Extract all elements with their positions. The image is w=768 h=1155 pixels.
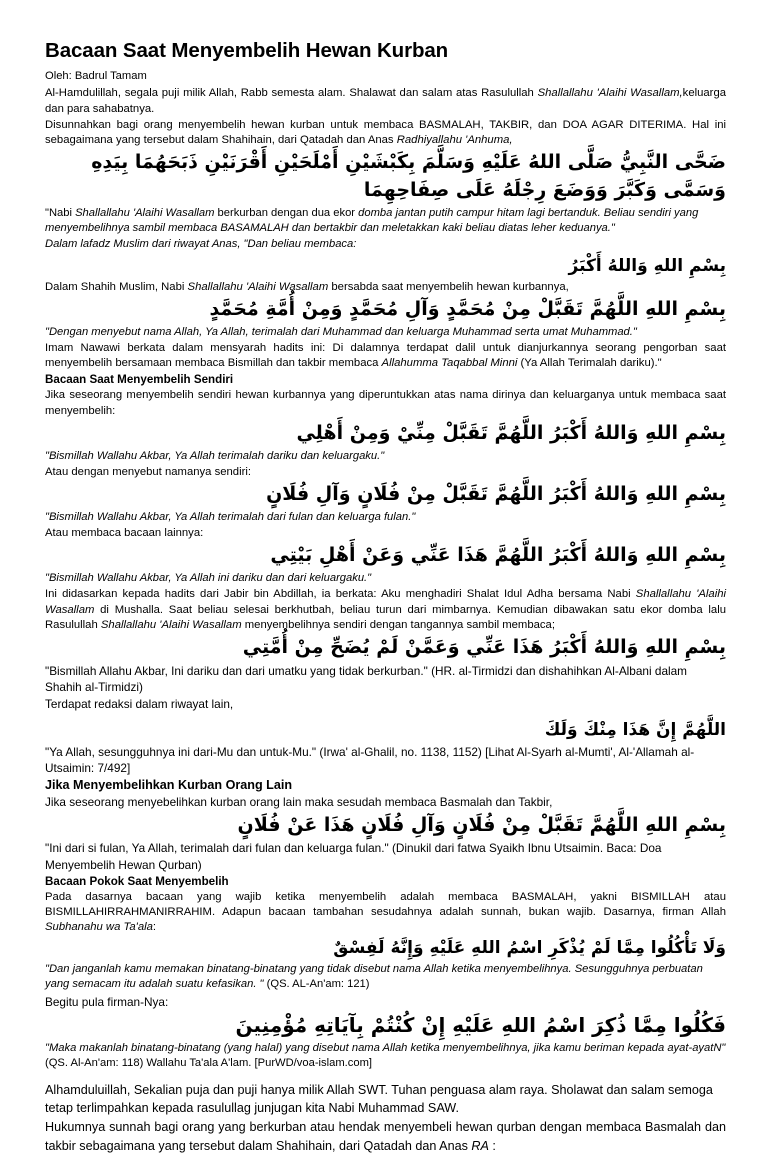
pokok-text-c: : [152, 920, 157, 933]
jabir-italic-1: Shallallahu 'Alaihi Wasallam [45, 588, 726, 616]
translation-orang-lain-dua: "Ini dari si fulan, Ya Allah, terimalah dari fulan dan keluarga fulan." (Dinukil dari fatwa Syaikh Ibnu Utsaimin. Baca: Doa Menyembelih Hewan Qurban) [45, 841, 662, 872]
intro-p1-text-b: keluarga dan para sahabatnya. [45, 87, 727, 115]
jabir-italic-2: Shallallahu 'Alaihi Wasallam [100, 618, 242, 631]
paragraph-bacaan-pokok [45, 890, 726, 936]
alanam-118-italic: "Maka makanlah binatang-binatang (yang halal) yang disebut nama Allah ketika menyembelihnya, jika kamu beriman kepada ayat-ayatN" [45, 1041, 726, 1054]
shahih-muslim-suffix: bersabda saat menyembelih hewan kurbannya, [328, 280, 569, 293]
section-heading-menyembelih-sendiri: Bacaan Saat Menyembelih Sendiri [45, 373, 234, 387]
intro-p1-italic: Shallallahu 'Alaihi Wasallam, [537, 87, 683, 100]
translation-hadith-mid: berkurban dengan dua ekor [214, 207, 359, 220]
spacer [45, 713, 726, 717]
translation-muslim-dua: "Dengan menyebut nama Allah, Ya Allah, terimalah dari Muhammad dan keluarga Muhammad serta umat Muhammad." [45, 325, 637, 338]
paragraph-named-intro: Atau dengan menyebut namanya sendiri: [45, 465, 251, 478]
nawawi-text-a: Imam Nawawi berkata dalam mensyarah hadits ini: Di dalamnya terdapat dalil untuk dianjurkannya seorang pengorban saat menyembelih bersamaan membaca Bismillah dan takbir membaca [45, 341, 726, 370]
translation-named-dua: "Bismillah Wallahu Akbar, Ya Allah terimalah dari fulan dan keluarga fulan." [45, 510, 416, 523]
jabir-text-e: menyembelihnya sendiri dengan tangannya sambil membaca; [241, 618, 555, 631]
closing-p2-italic: RA [471, 1138, 489, 1153]
arabic-orang-lain-dua: بِسْمِ اللهِ اللَّهُمَّ تَقَبَّلْ مِنْ فُلَانٍ وَآلِ فُلَانٍ هَذَا عَنْ فُلَانٍ [237, 813, 726, 836]
alanam-121-reference: (QS. AL-An'am: 121) [263, 978, 370, 991]
closing-p2-text-a: Hukumnya sunnah bagi orang yang berkurban atau hendak menyembeli hewan qurban dengan membaca Basmalah dan takbir sebagaimana yang tersebut dalam Shahihain, dari Qatadah dan Anas [45, 1120, 726, 1153]
nawawi-text-c: (Ya Allah Terimalah dariku)." [517, 357, 662, 370]
paragraph-riwayat-lain-intro: Terdapat redaksi dalam riwayat lain, [45, 696, 234, 711]
arabic-muslim-dua: بِسْمِ اللهِ اللَّهُمَّ تَقَبَّلْ مِنْ مُحَمَّدٍ وَآلِ مُحَمَّدٍ وَمِنْ أُمَّةِ مُحَمَّدٍ [209, 297, 726, 320]
paragraph-jabir-hadith [45, 587, 726, 633]
translation-other-dua: "Bismillah Wallahu Akbar, Ya Allah ini dariku dan dari keluargaku." [45, 572, 372, 585]
arabic-self-dua: بِسْمِ اللهِ وَاللهُ أَكْبَرُ اللَّهُمَّ تَقَبَّلْ مِنِّيْ وَمِنْ أَهْلِي [296, 421, 726, 444]
intro-paragraph-1 [45, 86, 726, 116]
translation-hadith-title-1: Shallallahu 'Alaihi Wasallam [75, 207, 215, 220]
lafadz-muslim-line: Dalam lafadz Muslim dari riwayat Anas, "Dan beliau membaca: [45, 238, 357, 251]
paragraph-begitu-pula: Begitu pula firman-Nya: [45, 994, 169, 1009]
alanam-118-reference: (QS. Al-An'am: 118) Wallahu Ta'ala A'lam. [PurWD/voa-islam.com] [45, 1057, 373, 1070]
intro-p1-text-a: Al-Hamdulillah, segala puji milik Allah, Rabb semesta alam. Shalawat dan salam atas Rasulullah [45, 87, 538, 100]
paragraph-other-intro: Atau membaca bacaan lainnya: [45, 527, 204, 540]
shahih-muslim-italic: Shallallahu 'Alaihi Wasallam [187, 280, 329, 293]
arabic-riwayat-lain: اللَّهُمَّ إِنَّ هَذَا مِنْكَ وَلَكَ [544, 719, 726, 740]
translation-alanam-118 [45, 1041, 726, 1071]
translation-alanam-121 [45, 962, 726, 992]
translation-hadith-prefix: "Nabi [45, 207, 76, 220]
shahih-muslim-line [45, 280, 726, 295]
translation-jabir-dua: "Bismillah Allahu Akbar, Ini dariku dan dari umatku yang tidak berkurban." (HR. al-Tirmidzi dan dishahihkan Al-Albani dalam Shahih al-Tirmidzi) [45, 663, 688, 694]
pokok-italic: Subhanahu wa Ta'ala [45, 920, 153, 933]
intro-p2-italic: Radhiyallahu 'Anhuma, [396, 133, 513, 146]
intro-p2-text: Disunnahkan bagi orang menyembelih hewan kurban untuk membaca BASMALAH, TAKBIR, dan DOA AGAR DITERIMA. Hal ini sebagaimana yang tersebut dalam Shahihain, dari Qatadah dan Anas [45, 118, 726, 146]
section-heading-bacaan-pokok: Bacaan Pokok Saat Menyembelih [45, 874, 229, 888]
nawawi-italic: Allahumma Taqabbal Minni [381, 357, 518, 370]
intro-paragraph-2 [45, 118, 726, 148]
nawawi-paragraph [45, 341, 726, 371]
jabir-text-a: Ini didasarkan kepada hadits dari Jabir bin Abdillah, ia berkata: Aku menghadiri Shalat Idul Adha bersama Nabi [45, 588, 636, 601]
translation-hadith-rest: domba jantan putih campur hitam lagi bertanduk. Beliau sendiri yang menyembelihnya sambil membaca BASAMALAH dan bertakbir dan meletakkan kaki beliau diatas leher keduanya." [45, 207, 699, 235]
arabic-quran-alanam-118: فَكُلُوا مِمَّا ذُكِرَ اسْمُ اللهِ عَلَيْهِ إِنْ كُنْتُمْ بِآيَاتِهِ مُؤْمِنِينَ [235, 1012, 726, 1037]
translation-hadith-two-rams [45, 206, 726, 236]
paragraph-orang-lain-intro: Jika seseorang menyebelihkan kurban orang lain maka sesudah membaca Basmalah dan Takbir, [45, 795, 553, 810]
arabic-named-dua: بِسْمِ اللهِ وَاللهُ أَكْبَرُ اللَّهُمَّ تَقَبَّلْ مِنْ فُلَانٍ وَآلِ فُلَانٍ [266, 482, 726, 505]
arabic-hadith-two-rams: ضَحَّى النَّبِيُّ صَلَّى اللهُ عَلَيْهِ وَسَلَّمَ بِكَبْشَيْنِ أَمْلَحَيْنِ أَقْرَنَيْنِ ذَبَحَهُمَا بِيَدِهِ وَسَمَّى وَكَبَّرَ وَوَضَعَ رِجْلَهُ عَلَى صِفَاحِهِمَا [91, 151, 726, 201]
translation-self-dua: "Bismillah Wallahu Akbar, Ya Allah terimalah dariku dan keluargaku." [45, 449, 385, 462]
shahih-muslim-prefix: Dalam Shahih Muslim, Nabi [45, 280, 188, 293]
byline: Oleh: Badrul Tamam [45, 69, 147, 82]
closing-paragraph-1: Alhamduluillah, Sekalian puja dan puji hanya milik Allah SWT. Tuhan penguasa alam raya. Sholawat dan salam semoga tetap terlimpahkan kepada rasulullag junjugan kita Nabi Muhammad SAW. [45, 1083, 713, 1116]
alanam-121-italic: "Dan janganlah kamu memakan binatang-binatang yang tidak disebut nama Allah ketika menyembelihnya. Sesungguhnya perbuatan yang semacam itu adalah suatu kefasikan. " [45, 963, 703, 991]
arabic-jabir-dua: بِسْمِ اللهِ وَاللهُ أَكْبَرُ هَذَا عَنِّي وَعَمَّنْ لَمْ يُضَحِّ مِنْ أُمَّتِي [242, 635, 726, 658]
closing-paragraph-2 [45, 1118, 726, 1154]
jabir-text-c: di Mushalla. Saat beliau selesai berkhutbah, beliau turun dari mimbarnya. Kemudian dibawakan satu ekor domba lalu Rasulullah [45, 603, 726, 631]
spacer [45, 1072, 726, 1081]
translation-riwayat-lain: "Ya Allah, sesungguhnya ini dari-Mu dan untuk-Mu." (Irwa' al-Ghalil, no. 1138, 1152) [Lihat Al-Syarh al-Mumti', Al-'Allamah al-Utsaimin: 7/492] [45, 745, 695, 776]
arabic-other-dua: بِسْمِ اللهِ وَاللهُ أَكْبَرُ اللَّهُمَّ هَذَا عَنِّي وَعَنْ أَهْلِ بَيْتِي [270, 544, 726, 567]
paragraph-sendiri-intro: Jika seseorang menyembelih sendiri hewan kurbannya yang diperuntukkan atas nama dirinya dan keluarganya untuk membaca saat menyembelih: [45, 389, 726, 417]
page-title: Bacaan Saat Menyembelih Hewan Kurban [45, 39, 449, 62]
section-heading-kurban-orang-lain: Jika Menyembelihkan Kurban Orang Lain [45, 778, 293, 793]
arabic-quran-alanam-121: وَلَا تَأْكُلُوا مِمَّا لَمْ يُذْكَرِ اسْمُ اللهِ عَلَيْهِ وَإِنَّهُ لَفِسْقٌ [333, 938, 726, 959]
closing-p2-text-c: : [488, 1138, 496, 1153]
pokok-text-a: Pada dasarnya bacaan yang wajib ketika menyembelih adalah membaca BASMALAH, yakni BISMILLAH atau BISMILLAHIRRAHMANIRRAHIM. Adapun bacaan tambahan sesudahnya adalah sunnah, bukan wajib. Dasarnya, firman Allah [45, 890, 726, 918]
arabic-bismillah-takbir: بِسْمِ اللهِ وَاللهُ أَكْبَرُ [568, 255, 726, 276]
